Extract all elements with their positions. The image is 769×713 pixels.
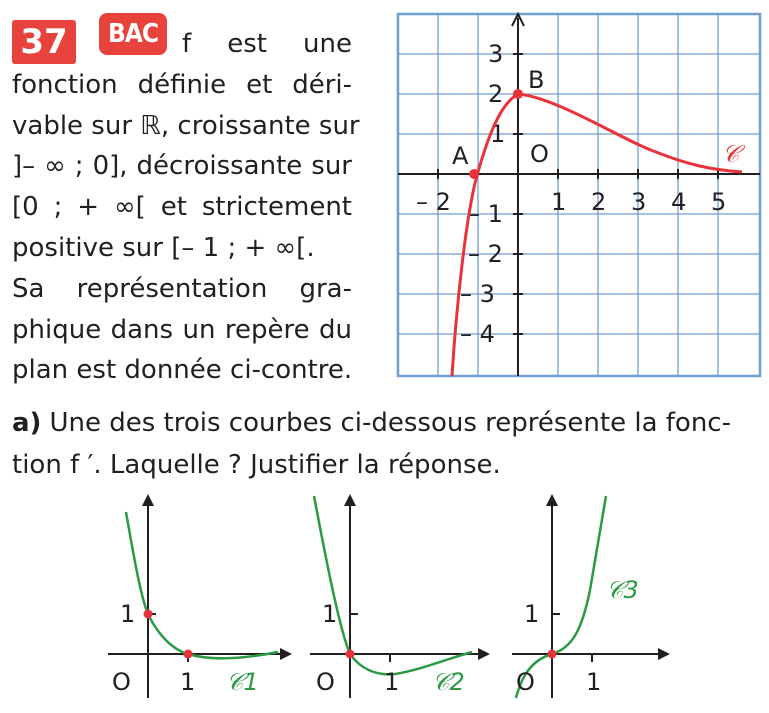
question-line-2: tion f ′. Laquelle ? Justifier la réponse. [12,450,501,480]
x-tick-label-1: 1 [551,188,567,216]
curve-C2 [314,496,472,674]
x-tick-label: 1 [384,668,400,696]
x-tick-label-3: 3 [631,188,647,216]
y-axis-arrow-icon [142,494,154,506]
x-axis-arrow-icon [658,648,670,660]
origin-label: O [530,140,549,168]
exercise-number-badge: 37 [12,20,76,64]
y-tick-label-minus3: – 3 [460,280,495,308]
y-axis-arrow-icon [546,494,558,506]
statement-line-2: fonction définie et déri- [12,69,352,100]
small-graph-C3 [502,490,702,705]
small-graph-C2 [300,490,500,705]
y-tick-label-1: 1 [490,120,506,148]
bac-badge: BAC [99,13,167,55]
statement-line-1: f est une [182,29,352,59]
statement-line-3: vable sur ℝ, croissante sur [12,110,360,141]
curve-label: 𝒞2 [432,668,465,696]
main-graph [396,12,764,380]
x-tick-label: 1 [180,668,196,696]
small-graph-C1 [98,490,298,705]
curve-label: 𝒞1 [226,668,259,696]
question-line-1 [12,402,757,444]
red-point [548,650,557,659]
y-tick-label: 1 [120,600,136,628]
y-tick-label-minus1: – 1 [468,200,503,228]
y-tick-label: 1 [524,600,540,628]
origin-label: O [516,668,535,696]
point-A-label: A [452,142,469,170]
origin-label: O [112,668,131,696]
statement-line-4: ]– ∞ ; 0], décroissante sur [12,151,352,182]
red-point [346,650,355,659]
statement-line-8: phique dans un repère du [12,314,352,345]
x-axis-arrow-icon [280,648,292,660]
x-tick-label-4: 4 [671,188,687,216]
curve-label: 𝒞 [722,140,740,168]
statement-line-7: Sa représentation gra- [12,273,352,304]
red-point [184,650,193,659]
exercise-statement [12,24,360,391]
y-tick-label-minus4: – 4 [460,320,495,348]
question-a [12,402,757,486]
point-B-label: B [528,66,545,94]
x-tick-label-2: 2 [591,188,607,216]
question-text-1: Une des trois courbes ci-dessous représente la fonc- [49,408,731,438]
curve-label: 𝒞3 [606,576,639,604]
statement-line-9: plan est donnée ci-contre. [12,355,353,386]
x-tick-label-minus2: – 2 [416,188,451,216]
red-point [144,610,153,619]
point-A [469,169,479,179]
x-tick-label-5: 5 [711,188,727,216]
x-tick-label: 1 [586,668,602,696]
y-tick-label: 1 [322,600,338,628]
statement-line-6: positive sur [– 1 ; + ∞[. [12,232,315,263]
statement-line-5: [0 ; + ∞[ et strictement [12,192,352,223]
y-axis-arrow-icon [344,494,356,506]
point-B [513,89,523,99]
y-tick-label-3: 3 [488,40,504,68]
y-tick-label-minus2: – 2 [468,240,503,268]
y-tick-label-2: 2 [488,80,504,108]
origin-label: O [316,668,335,696]
graph-frame [398,14,760,376]
x-axis-arrow-icon [478,648,490,660]
question-label: a) [12,408,42,438]
